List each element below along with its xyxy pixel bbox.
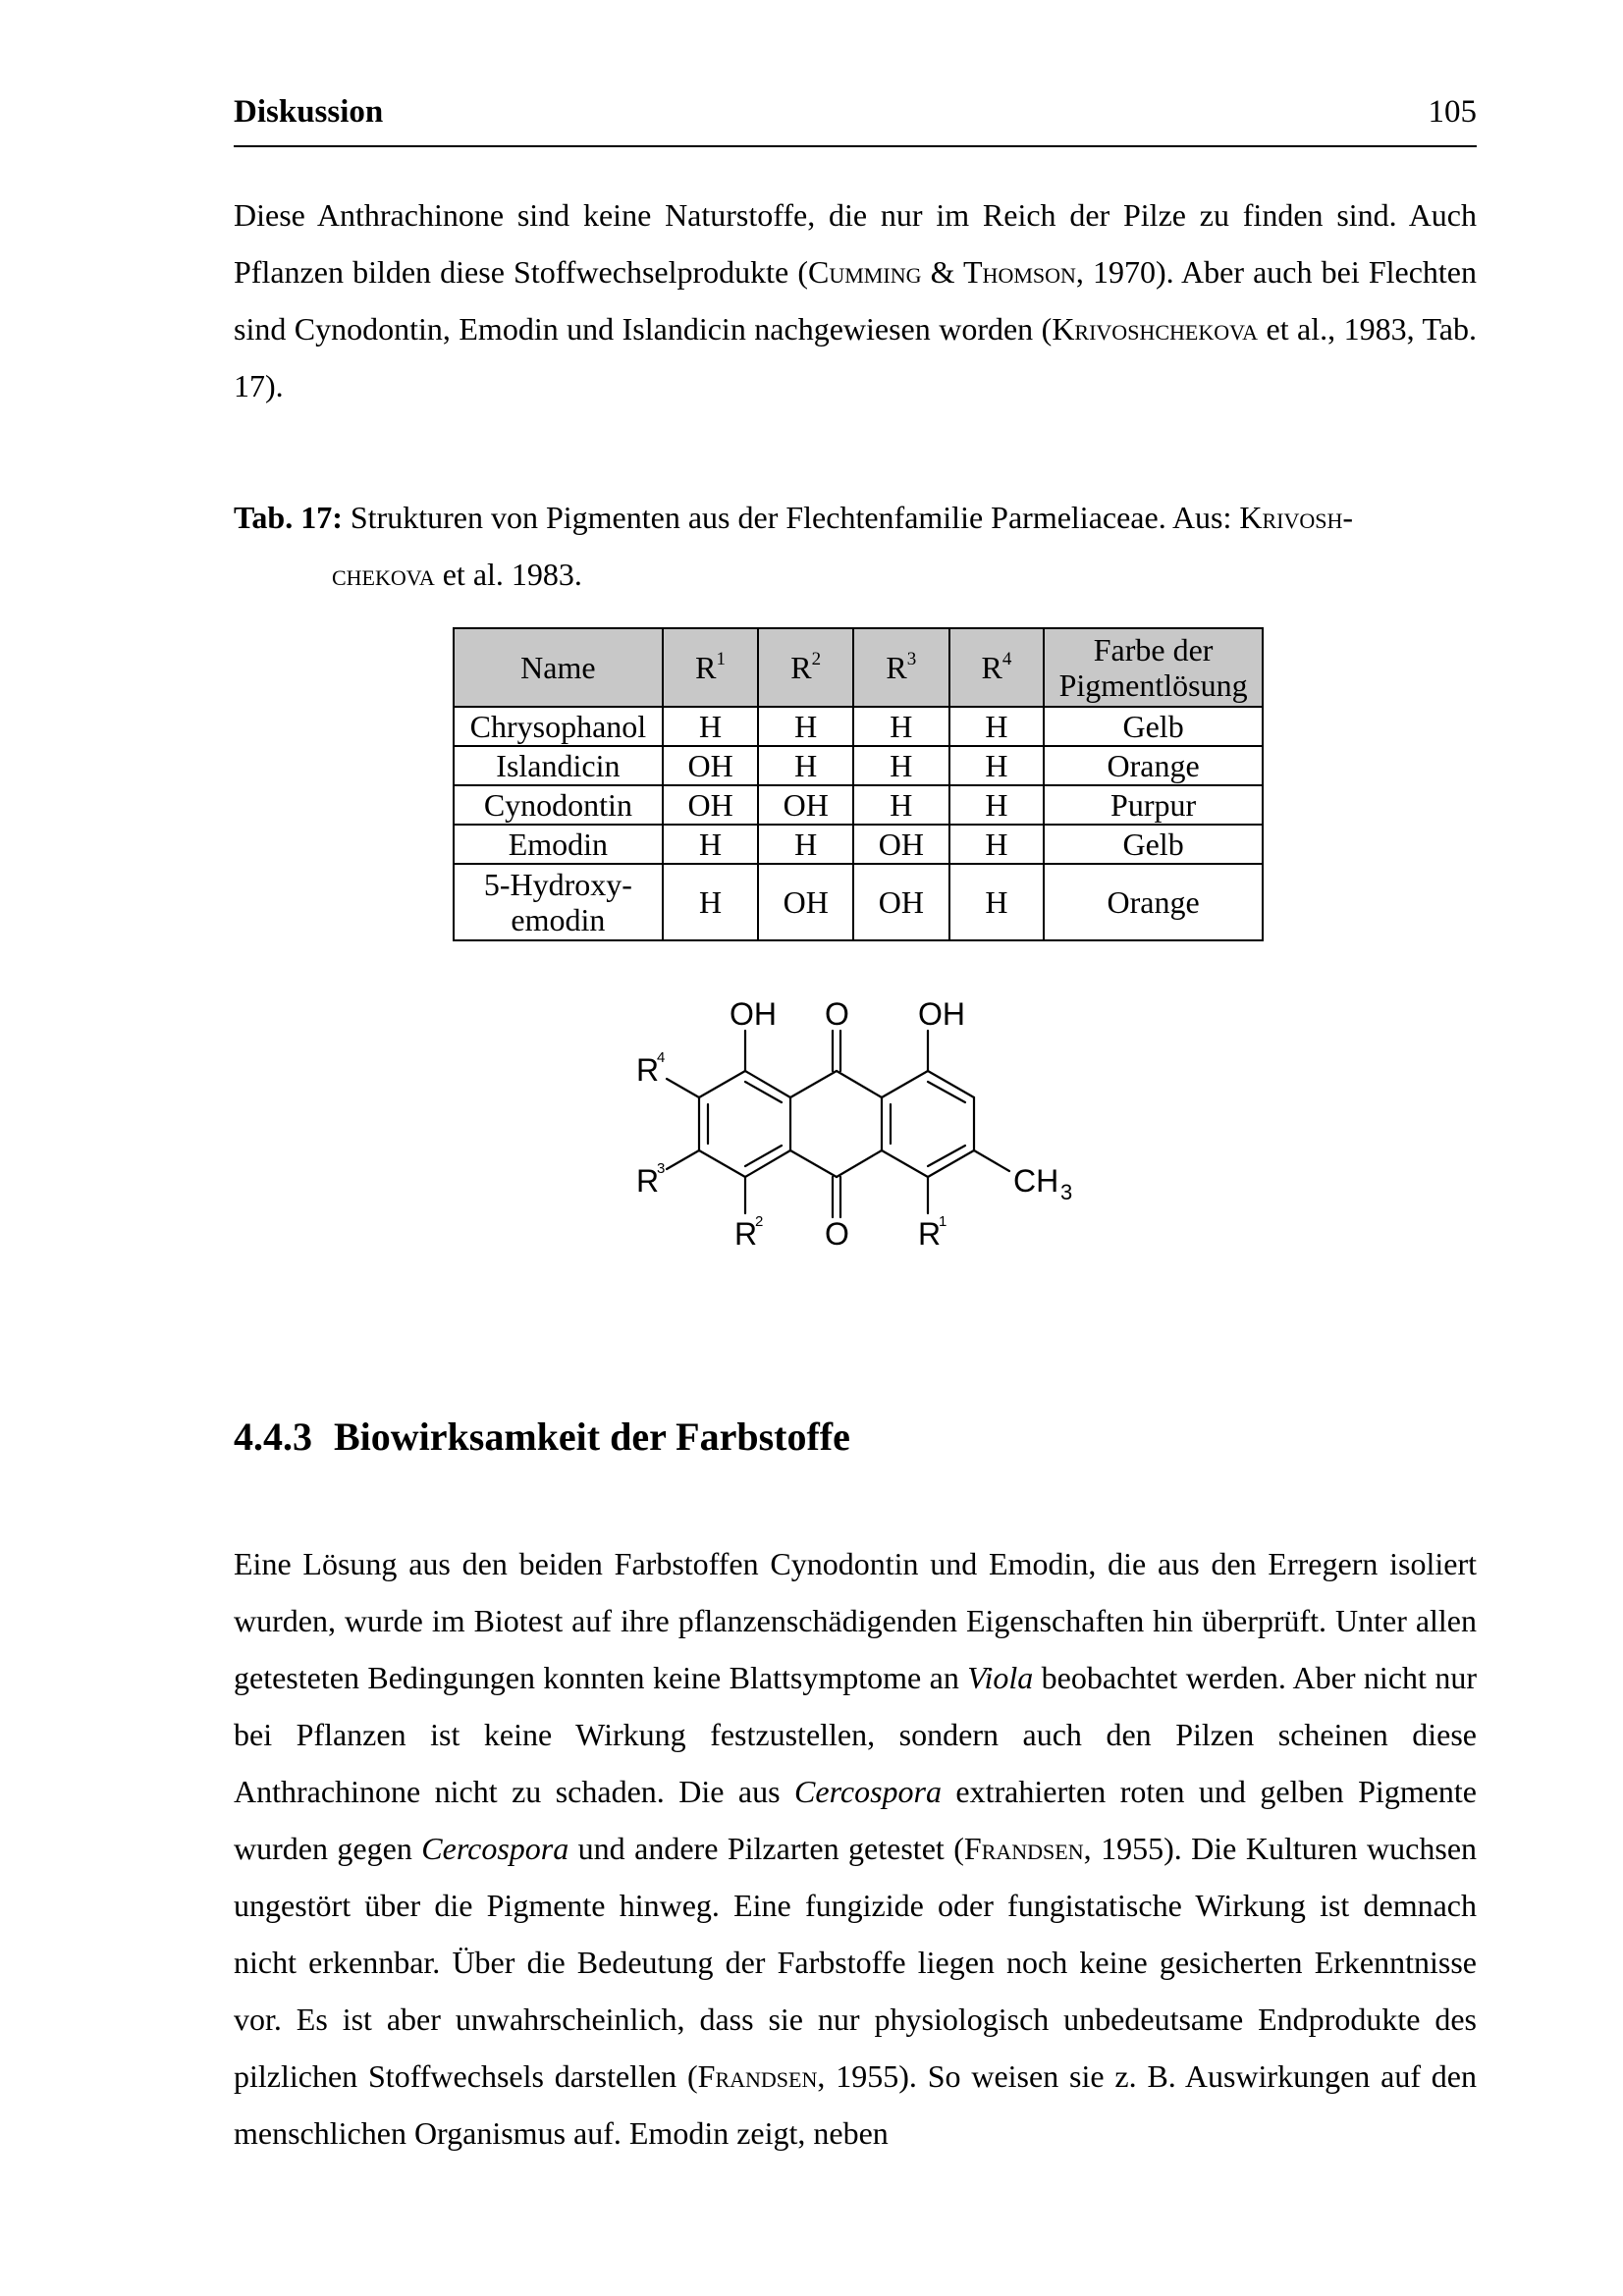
pigment-table [453, 627, 1264, 941]
table-cell: H [663, 707, 759, 746]
section-number: 4.4.3 [234, 1415, 312, 1459]
page-number: 105 [1428, 94, 1477, 130]
table-cell: Orange [1044, 864, 1263, 940]
table-cell: Emodin [454, 825, 663, 864]
table-cell: 5-Hydroxy- emodin [454, 864, 663, 940]
table-cell: OH [758, 864, 853, 940]
table-header-row [454, 628, 1263, 707]
r1-label: R [918, 1216, 942, 1252]
table-cell: Cynodontin [454, 785, 663, 825]
table-row [454, 746, 1263, 785]
table-cell: H [758, 746, 853, 785]
table-row [454, 864, 1263, 940]
caption-label: Tab. 17: [234, 500, 343, 535]
table-cell: OH [853, 864, 949, 940]
table-caption: Tab. 17: Strukturen von Pigmenten aus der Flechtenfamilie Parmeliaceae. Aus: Krivosh- chekova et al. 1983. [234, 500, 1354, 592]
header-r4: $R^4$ [949, 628, 1045, 707]
table-cell: H [663, 864, 759, 940]
table-cell: H [758, 707, 853, 746]
table-cell: H [949, 825, 1045, 864]
table-cell: H [949, 707, 1045, 746]
methyl-sub: 3 [1060, 1180, 1073, 1204]
table-cell: H [758, 825, 853, 864]
table-cell: Gelb [1044, 825, 1263, 864]
oh-label: OH [918, 996, 965, 1032]
r1-sup: 1 [939, 1213, 947, 1230]
table-row [454, 785, 1263, 825]
table-cell: Purpur [1044, 785, 1263, 825]
header-title: Diskussion [234, 94, 384, 130]
section-title: Biowirksamkeit der Farbstoffe [334, 1415, 850, 1459]
citation: Krivoshchekova [1052, 311, 1259, 347]
r3-label: R [636, 1163, 660, 1199]
r4-sup: 4 [657, 1049, 666, 1066]
intro-paragraph: Diese Anthrachinone sind keine Naturstoffe, die nur im Reich der Pilze zu finden sind. Auch Pflanzen bilden diese Stoffwechselprodukte (Cumming & Thomson, 1970). Aber auch bei Flechten sind Cynodontin, Emodin und Islandicin nachgewiesen worden (Krivoshchekova et al., 1983, Tab. 17). [234, 197, 1478, 403]
table-cell: H [853, 746, 949, 785]
oxygen-label: O [825, 996, 849, 1032]
table-row [454, 707, 1263, 746]
r2-label: R [734, 1216, 758, 1252]
table-cell: H [949, 785, 1045, 825]
methyl-label: CH [1013, 1163, 1059, 1199]
table-cell: Gelb [1044, 707, 1263, 746]
oh-label: OH [730, 996, 777, 1032]
anthraquinone-structure [609, 977, 1100, 1271]
species-name: Viola [967, 1660, 1034, 1695]
body-paragraph: Eine Lösung aus den beiden Farbstoffen Cynodontin und Emodin, die aus den Erregern isoliert wurden, wurde im Biotest auf ihre pflanzenschädigenden Eigenschaften hin überprüft. Unter allen getesteten Bedingungen konnten keine Blattsymptome an Viola beobachtet werden. Aber nicht nur bei Pflanzen ist keine Wirkung festzustellen, sondern auch den Pilzen scheinen diese Anthrachinone nicht zu schaden. Die aus Cercospora extrahierten roten und gelben Pigmente wurden gegen Cercospora und andere Pilzarten getestet (Frandsen, 1955). Die Kulturen wuchsen ungestört über die Pigmente hinweg. Eine fungizide oder fungistatische Wirkung ist demnach nicht erkennbar. Über die Bedeutung der Farbstoffe liegen noch keine gesicherten Erkenntnisse vor. Es ist aber unwahrscheinlich, dass sie nur physiologisch unbedeutsame Endprodukte des pilzlichen Stoffwechsels darstellen (Frandsen, 1955). So weisen sie z. B. Auswirkungen auf den menschlichen Organismus auf. Emodin zeigt, neben [234, 1546, 1478, 2151]
header-name: Name [454, 628, 663, 707]
header-r2: $R^2$ [758, 628, 853, 707]
table-cell: OH [853, 825, 949, 864]
header-color: Farbe der Pigmentlösung [1044, 628, 1263, 707]
header-r1: $R^1$ [663, 628, 759, 707]
r2-sup: 2 [755, 1213, 764, 1230]
table-cell: H [663, 825, 759, 864]
r4-label: R [636, 1052, 660, 1088]
table-row [454, 825, 1263, 864]
species-name: Cercospora [794, 1774, 942, 1809]
header-r3: $R^3$ [853, 628, 949, 707]
running-header [234, 94, 1477, 147]
table-cell: Chrysophanol [454, 707, 663, 746]
r3-sup: 3 [657, 1160, 666, 1177]
table-cell: H [853, 785, 949, 825]
citation: Frandsen [697, 2058, 818, 2094]
table-cell: H [949, 746, 1045, 785]
citation: Cumming & Thomson [808, 254, 1076, 290]
species-name: Cercospora [421, 1831, 569, 1866]
table-cell: OH [663, 746, 759, 785]
citation: Frandsen [963, 1831, 1084, 1866]
table-cell: Orange [1044, 746, 1263, 785]
table-cell: OH [758, 785, 853, 825]
table-cell: OH [663, 785, 759, 825]
table-cell: Islandicin [454, 746, 663, 785]
section-heading [234, 1414, 850, 1460]
oxygen-label: O [825, 1216, 849, 1252]
table-cell: H [949, 864, 1045, 940]
table-cell: H [853, 707, 949, 746]
